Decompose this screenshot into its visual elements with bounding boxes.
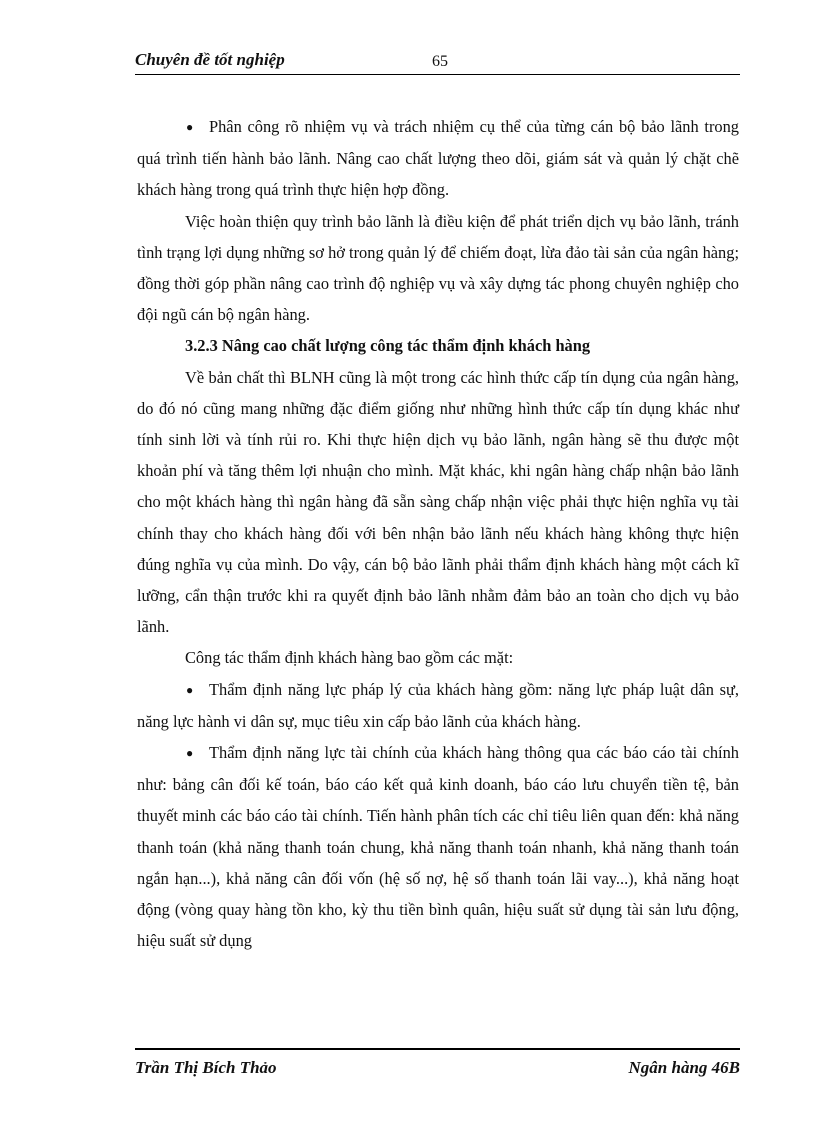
bullet-icon: ●: [186, 682, 194, 697]
document-body: [137, 111, 739, 956]
paragraph-3: Công tác thẩm định khách hàng bao gồm các mặt:: [185, 648, 514, 668]
bullet-paragraph-1: [137, 111, 739, 206]
bullet-text-2: Thẩm định năng lực pháp lý của khách hàng gồm: năng lực pháp luật dân sự, năng lực hành vi dân sự, mục tiêu xin cấp bảo lãnh của khách hàng.: [137, 679, 739, 731]
footer-class: Ngân hàng 46B: [628, 1058, 740, 1077]
header-title: Chuyên đề tốt nghiệp: [135, 50, 285, 69]
bullet-paragraph-2: [137, 674, 739, 737]
page-footer: [135, 1048, 740, 1084]
bullet-paragraph-3: [137, 737, 739, 956]
page-number: 65: [432, 53, 448, 70]
footer-author: Trần Thị Bích Thảo: [135, 1058, 277, 1077]
bullet-text-1: Phân công rõ nhiệm vụ và trách nhiệm cụ thể của từng cán bộ bảo lãnh trong quá trình tiến hành bảo lãnh. Nâng cao chất lượng theo dõi, giám sát và quản lý chặt chẽ khách hàng trong quá trình thực hiện hợp đồng.: [137, 117, 739, 200]
bullet-icon: ●: [186, 120, 194, 134]
page-header: [135, 46, 740, 75]
paragraph-2: Về bản chất thì BLNH cũng là một trong các hình thức cấp tín dụng của ngân hàng, do đó nó cũng mang những đặc điểm giống như những hình thức cấp tín dụng khác như tính sinh lời và tính rủi ro. Khi thực hiện dịch vụ bảo lãnh, ngân hàng sẽ thu được một khoản phí và tăng thêm lợi nhuận cho mình. Mặt khác, khi ngân hàng chấp nhận bảo lãnh cho một khách hàng thì ngân hàng đã sẵn sàng chấp nhận việc phải thực hiện nghĩa vụ tài chính thay cho khách hàng đối với bên nhận bảo lãnh nếu khách hàng không thực hiện đúng nghĩa vụ của mình. Do vậy, cán bộ bảo lãnh phải thẩm định khách hàng một cách kĩ lưỡng, cẩn thận trước khi ra quyết định bảo lãnh nhằm đảm bảo an toàn cho dịch vụ bảo lãnh.: [137, 367, 739, 637]
bullet-text-3: Thẩm định năng lực tài chính của khách hàng thông qua các báo cáo tài chính như: bảng cân đối kế toán, báo cáo kết quả kinh doanh, báo cáo lưu chuyển tiền tệ, bản thuyết minh các báo cáo tài chính. Tiến hành phân tích các chỉ tiêu liên quan đến: khả năng thanh toán (khả năng thanh toán chung, khả năng thanh toán nhanh, khả năng thanh toán ngắn hạn...), khả năng cân đối vốn (hệ số nợ, hệ số thanh toán lãi vay...), khả năng hoạt động (vòng quay hàng tồn kho, kỳ thu tiền bình quân, hiệu suất sử dụng tài sản lưu động, hiệu suất sử dụng: [137, 743, 739, 951]
bullet-icon: ●: [186, 746, 194, 761]
section-heading: 3.2.3 Nâng cao chất lượng công tác thẩm định khách hàng: [185, 336, 591, 356]
paragraph-1: Việc hoàn thiện quy trình bảo lãnh là điều kiện để phát triển dịch vụ bảo lãnh, tránh tình trạng lợi dụng những sơ hở trong quản lý để chiếm đoạt, lừa đảo tài sản của ngân hàng; đồng thời góp phần nâng cao trình độ nghiệp vụ và xây dựng tác phong chuyên nghiệp cho đội ngũ cán bộ ngân hàng.: [137, 211, 739, 325]
